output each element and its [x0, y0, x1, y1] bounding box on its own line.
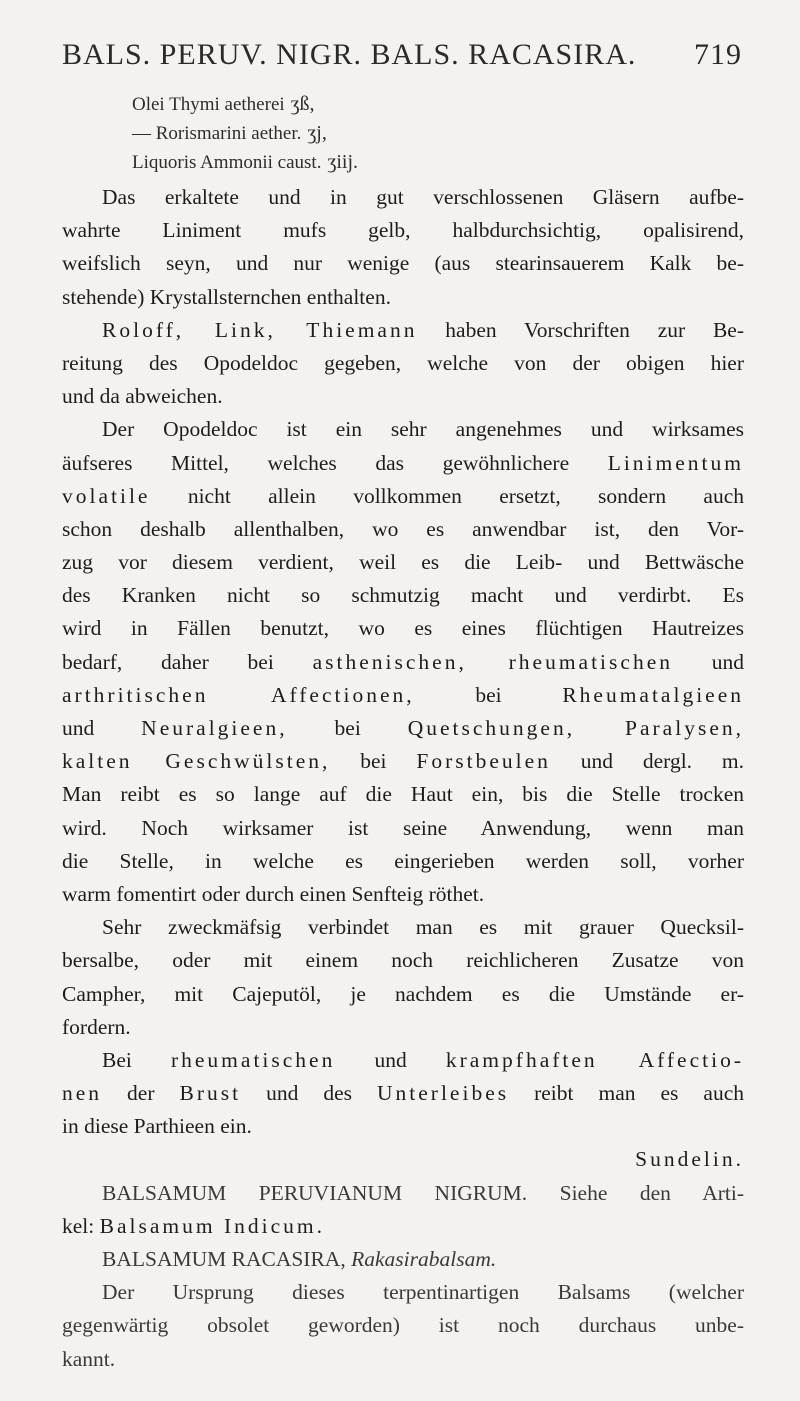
entry-heading: BALSAMUM RACASIRA, [102, 1247, 346, 1271]
author-signature: Sundelin. [635, 1147, 744, 1172]
text-line: Man reibt es so lange auf die Haut ein, bis die Stelle trocken [62, 782, 744, 807]
spaced-term: krampfhaften Affectio- [445, 1047, 744, 1072]
text-line: fordern. [62, 1014, 131, 1039]
spaced-term: Neuralgieen, [141, 716, 288, 740]
spaced-term: kalten Geschwülsten, [62, 749, 331, 774]
recipe-block [132, 90, 358, 177]
text-line: kannt. [62, 1346, 116, 1371]
text-line: gegenwärtig obsolet geworden) ist noch durchaus unbe- [62, 1313, 744, 1338]
text-line: stehende) Krystallsternchen enthalten. [62, 284, 391, 309]
spaced-term: Linimentum [607, 450, 744, 475]
entry-heading: BALSAMUM PERUVIANUM NIGRUM. [102, 1180, 528, 1205]
spaced-term: Unterleibes [377, 1081, 510, 1106]
recipe-line [132, 119, 358, 148]
text-line [62, 447, 744, 480]
text-line: reitung des Opodeldoc gegeben, welche von der obigen hier [62, 350, 744, 375]
text-segment: und [374, 1047, 407, 1072]
text-line: Der Ursprung dieses terpentinartigen Balsams (welcher [102, 1280, 744, 1305]
page-number: 719 [694, 38, 742, 71]
text-segment: kel: [62, 1213, 95, 1238]
text-segment: reibt man es auch [534, 1081, 745, 1106]
text-line: die Stelle, in welche es eingerieben werden soll, vorher [62, 848, 744, 873]
entry-heading-line [62, 1243, 744, 1276]
text-line: in diese Parthieen ein. [62, 1114, 252, 1139]
text-segment: und [711, 649, 745, 674]
ingredient-name: Olei Thymi aetherei [132, 94, 285, 115]
text-line: des Kranken nicht so schmutzig macht und verdirbt. Es [62, 583, 744, 608]
running-head-title: BALS. PERUV. NIGR. BALS. RACASIRA. [62, 38, 637, 71]
text-line: Campher, mit Cajeputöl, je nachdem es die Umstände er- [62, 981, 744, 1006]
text-segment: und [62, 716, 95, 740]
text-line [62, 646, 744, 679]
text-line [62, 745, 744, 778]
text-line [62, 679, 744, 712]
entry-heading-line [62, 1177, 744, 1210]
text-segment: äufseres Mittel, welches das gewöhnlichere [62, 450, 570, 475]
text-line: Sehr zweckmäfsig verbindet man es mit grauer Quecksil- [102, 915, 744, 940]
text-line [62, 1044, 744, 1077]
author-names: Roloff, Link, Thiemann [102, 317, 418, 342]
text-line: schon deshalb allenthalben, wo es anwendbar ist, den Vor- [62, 516, 744, 541]
spaced-term: Forstbeulen [416, 749, 551, 774]
recipe-line [132, 90, 358, 119]
text-line: wird in Fällen benutzt, wo es eines flüchtigen Hautreizes [62, 616, 744, 641]
text-line: bersalbe, oder mit einem noch reichlicheren Zusatze von [62, 948, 744, 973]
text-segment: und dergl. m. [580, 749, 745, 774]
text-line: wahrte Liniment mufs gelb, halbdurchsichtig, opalisirend, [62, 218, 744, 243]
text-segment: der [127, 1081, 155, 1106]
spaced-term: Rheumatalgieen [562, 682, 745, 707]
text-segment: bei [334, 716, 361, 740]
body-text [62, 181, 744, 1376]
text-line: und da abweichen. [62, 384, 223, 409]
text-segment: nicht allein vollkommen ersetzt, sondern auch [187, 483, 744, 508]
ingredient-quantity: ʒß, [290, 93, 315, 115]
text-segment: und des [266, 1081, 352, 1106]
text-segment: Bei [102, 1047, 132, 1072]
spaced-term: arthritischen Affectionen, [62, 682, 415, 707]
text-line: wird. Noch wirksamer ist seine Anwendung, wenn man [62, 815, 744, 840]
spaced-term: volatile [62, 483, 151, 508]
text-line [62, 1210, 744, 1243]
text-segment: bei [475, 682, 502, 707]
spaced-term: nen [62, 1081, 103, 1106]
text-line [62, 480, 744, 513]
text-line [62, 314, 744, 347]
text-line: warm fomentirt oder durch einen Senfteig röthet. [62, 881, 485, 906]
ingredient-quantity: ʒj, [307, 122, 327, 144]
text-line: Der Opodeldoc ist ein sehr angenehmes und wirksames [102, 417, 744, 442]
ingredient-quantity: ʒiij. [327, 151, 359, 173]
text-segment: bedarf, daher bei [62, 649, 274, 674]
text-line [62, 1077, 744, 1110]
text-line: weifslich seyn, und nur wenige (aus stearinsauerem Kalk be- [62, 251, 744, 276]
text-line [62, 712, 744, 745]
text-line: zug vor diesem verdient, weil es die Leib- und Bettwäsche [62, 550, 744, 575]
running-head [62, 38, 742, 78]
cross-reference: Balsamum Indicum. [99, 1213, 325, 1238]
spaced-term: rheumatischen [170, 1047, 336, 1072]
recipe-line [132, 148, 358, 177]
text-segment: haben Vorschriften zur Be- [445, 317, 744, 342]
text-segment: bei [360, 749, 387, 774]
spaced-term: asthenischen, rheumatischen [312, 649, 673, 674]
text-segment: Siehe den Arti- [559, 1180, 744, 1205]
text-line: Das erkaltete und in gut verschlossenen Gläsern aufbe- [102, 185, 744, 209]
spaced-term: Brust [179, 1081, 242, 1106]
entry-german-name: Rakasirabalsam. [351, 1247, 497, 1271]
spaced-term: Quetschungen, Paralysen, [407, 716, 744, 740]
ingredient-name: — Rorismarini aether. [132, 123, 302, 144]
ingredient-name: Liquoris Ammonii caust. [132, 152, 322, 173]
